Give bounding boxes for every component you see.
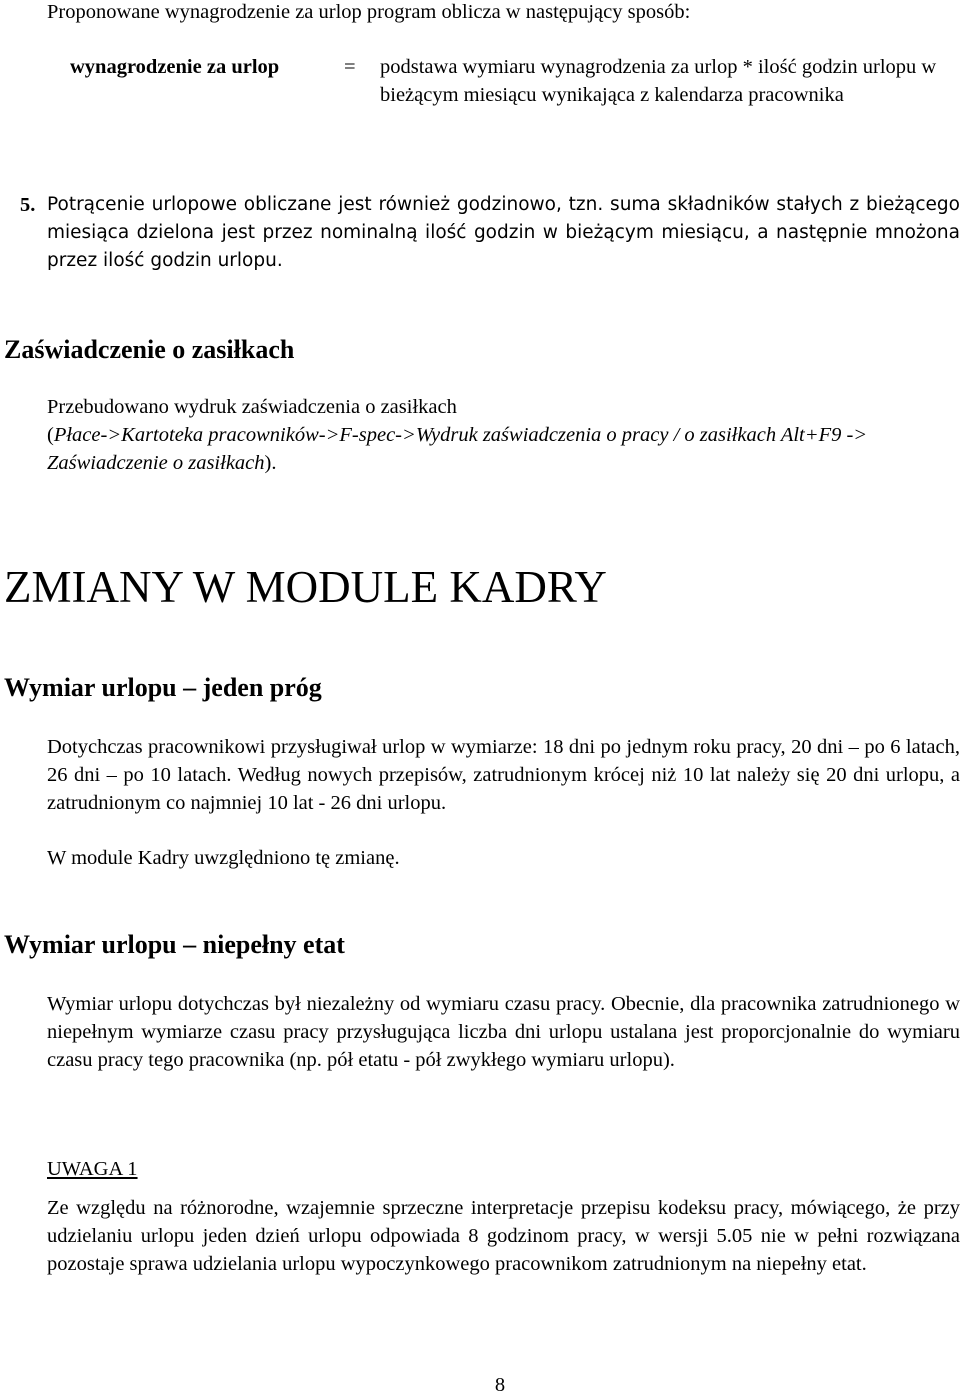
zasilki-path-block bbox=[47, 421, 927, 477]
zasilki-heading: Zaświadczenie o zasiłkach bbox=[4, 335, 295, 364]
zasilki-open-paren: ( bbox=[47, 424, 54, 446]
uwaga-text: Ze względu na różnorodne, wzajemnie sprzeczne interpretacje przepisu kodeksu pracy, mówiącego, że przy udzielaniu urlopu jeden dzień urlopu odpowiada 8 godzinom pracy, w wersji 5.05 nie w pełni rozwiązana pozostaje sprawa udzielania urlopu wypoczynkowego pracownikom zatrudnionym na niepełny etat. bbox=[47, 1197, 960, 1275]
kadry-heading: ZMIANY W MODULE KADRY bbox=[4, 562, 607, 612]
uwaga-label: UWAGA 1 bbox=[47, 1158, 138, 1180]
zasilki-path: Płace->Kartoteka pracowników->F-spec->Wydruk zaświadczenia o pracy / o zasiłkach Alt+F9 -> Zaświadczenie o zasiłkach bbox=[47, 424, 868, 474]
item-5-text: Potrącenie urlopowe obliczane jest również godzinowo, tzn. suma składników stałych z bieżącego miesiąca dzielona jest przez nominalną ilość godzin w bieżącym miesiącu, a następnie mnożona przez ilość godzin urlopu. bbox=[47, 194, 960, 271]
section1-heading: Wymiar urlopu – jeden próg bbox=[4, 673, 322, 702]
page-number: 8 bbox=[494, 1374, 506, 1396]
item-5-number: 5. bbox=[20, 194, 36, 216]
zasilki-line1: Przebudowano wydruk zaświadczenia o zasiłkach bbox=[47, 396, 457, 418]
formula-label: wynagrodzenie za urlop bbox=[70, 56, 280, 78]
formula-equals: = bbox=[344, 56, 356, 78]
formula-definition: podstawa wymiaru wynagrodzenia za urlop * ilość godzin urlopu w bieżącym miesiącu wynikająca z kalendarza pracownika bbox=[380, 56, 937, 106]
section1-para1: Dotychczas pracownikowi przysługiwał urlop w wymiarze: 18 dni po jednym roku pracy, 20 dni – po 6 latach, 26 dni – po 10 latach. Według nowych przepisów, zatrudnionym krócej niż 10 lat należy się 20 dni urlopu, a zatrudnionym co najmniej 10 lat - 26 dni urlopu. bbox=[47, 736, 960, 814]
section2-para1: Wymiar urlopu dotychczas był niezależny od wymiaru czasu pracy. Obecnie, dla pracownika zatrudnionego w niepełnym wymiarze czasu pracy przysługująca liczba dni urlopu ustalana jest proporcjonalnie do wymiaru czasu pracy tego pracownika (np. pół etatu - pół zwykłego wymiaru urlopu). bbox=[47, 993, 960, 1071]
intro-text: Proponowane wynagrodzenie za urlop program oblicza w następujący sposób: bbox=[47, 1, 691, 23]
section1-para2: W module Kadry uwzględniono tę zmianę. bbox=[47, 847, 400, 869]
zasilki-close: ). bbox=[264, 452, 277, 474]
section2-heading: Wymiar urlopu – niepełny etat bbox=[4, 930, 345, 959]
